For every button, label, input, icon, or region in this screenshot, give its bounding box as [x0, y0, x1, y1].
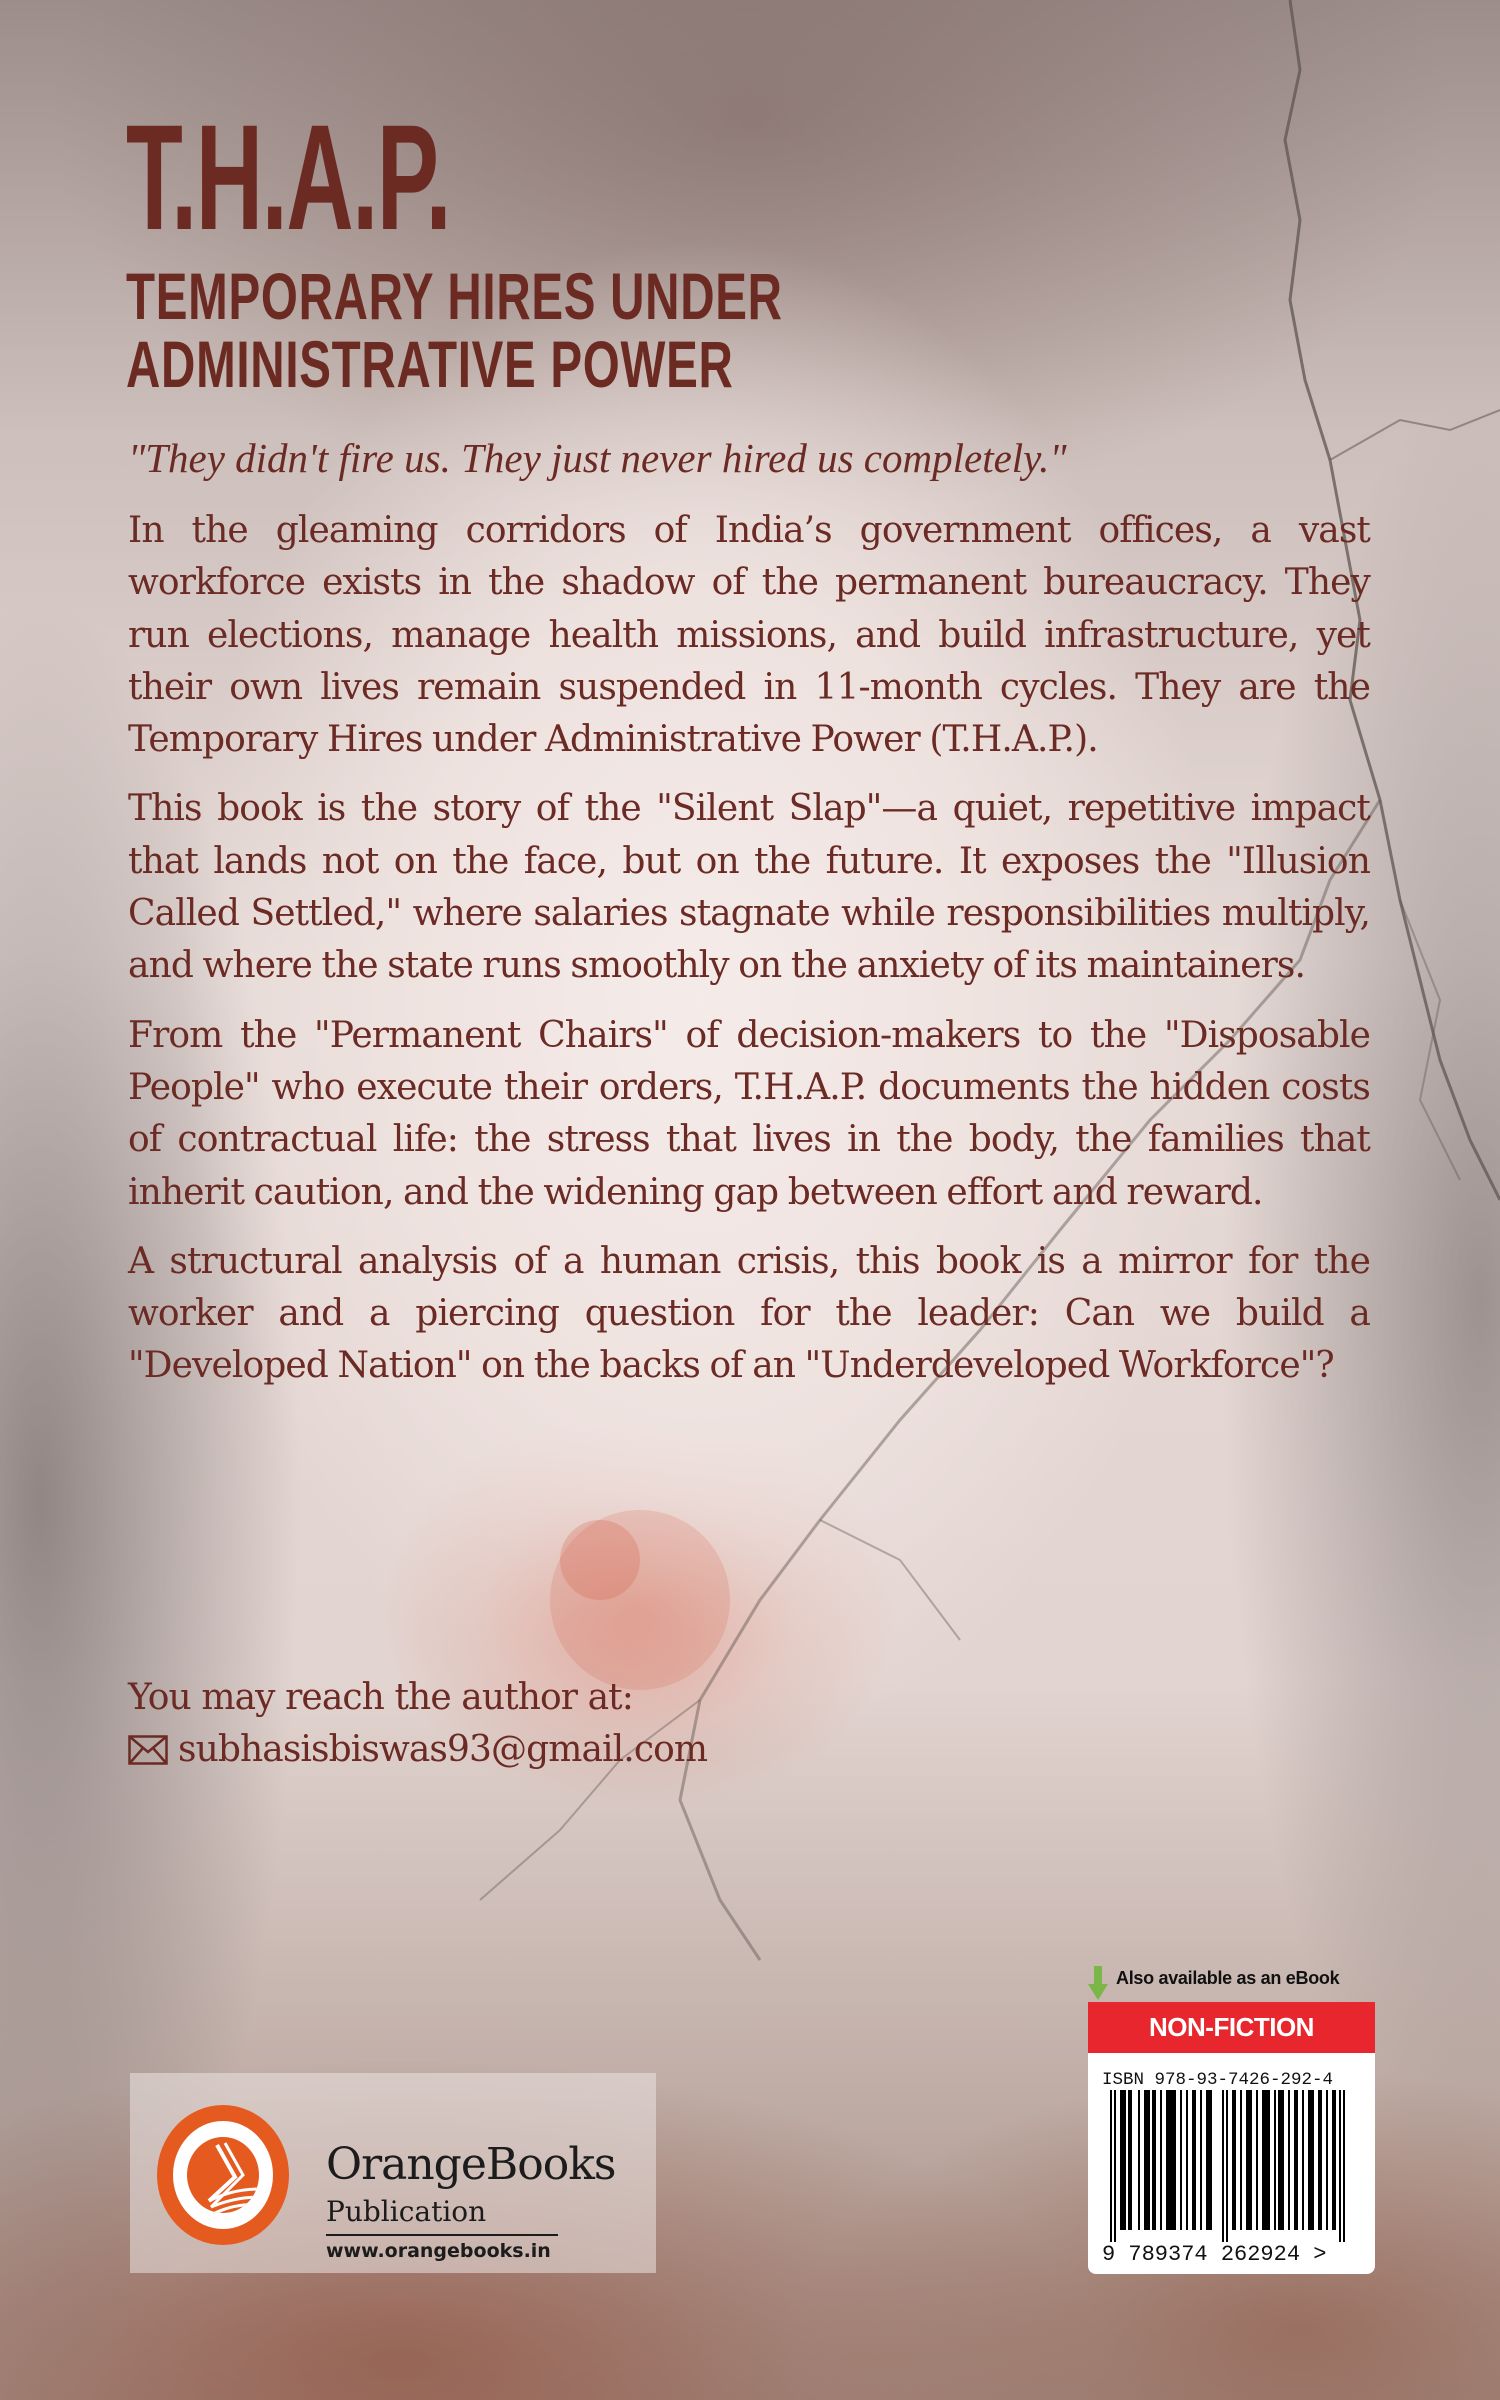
author-contact — [128, 1672, 707, 1776]
ebook-note-text: Also available as an eBook — [1116, 1968, 1340, 1988]
blurb — [128, 505, 1370, 1410]
book-title: T.H.A.P. — [126, 93, 451, 261]
subtitle-line-1: TEMPORARY HIRES UNDER — [126, 259, 783, 333]
divider — [326, 2234, 558, 2236]
publisher-name: OrangeBooks — [326, 2139, 616, 2190]
blurb-paragraph-1: In the gleaming corridors of India’s government offices, a vast workforce exists in the shadow of the permanent bureaucracy. They run elections, manage health missions, and build infrastructure, yet their own lives remain suspended in 11-month cycles. They are the Temporary Hires under Administrative Power (T.H.A.P.). — [128, 510, 1370, 761]
subtitle-line-2: ADMINISTRATIVE POWER — [126, 327, 734, 401]
down-arrow-icon — [1088, 1966, 1108, 2000]
publisher-subtitle: Publication — [326, 2195, 487, 2228]
email-row — [128, 1724, 707, 1776]
ean-digits: 9 789374 262924 > — [1102, 2242, 1327, 2267]
blurb-paragraph-2: This book is the story of the "Silent Slap"—a quiet, repetitive impact that lands not on the face, but on the future. It exposes the "Illusion Called Settled," where salaries stagnate while responsibilities multiply, and where the state runs smoothly on the anxiety of its maintainers. — [128, 788, 1370, 987]
genre-label: NON-FICTION — [1088, 2002, 1375, 2053]
blurb-paragraph-3: From the "Permanent Chairs" of decision-makers to the "Disposable People" who execute their orders, T.H.A.P. documents the hidden costs of contractual life: the stress that lives in the body, the families that inherit caution, and the widening gap between effort and reward. — [128, 1014, 1370, 1213]
ebook-availability-note — [1088, 1966, 1339, 2000]
tagline-quote: "They didn't fire us. They just never hired us completely." — [128, 435, 1067, 481]
blurb-paragraph-4: A structural analysis of a human crisis, this book is a mirror for the worker and a piercing question for the leader: Can we build a "Developed Nation" on the backs of an "Underdeveloped Workforce"? — [128, 1240, 1370, 1387]
isbn-label: ISBN 978-93-7426-292-4 — [1102, 2070, 1334, 2090]
publisher-logo — [130, 2073, 656, 2273]
contact-label: You may reach the author at: — [128, 1677, 633, 1718]
envelope-icon — [128, 1735, 168, 1765]
publisher-website[interactable]: www.orangebooks.in — [326, 2240, 551, 2262]
orangebooks-logo-icon — [157, 2105, 289, 2245]
isbn-barcode-panel — [1088, 2002, 1375, 2274]
author-email[interactable]: subhasisbiswas93@gmail.com — [178, 1729, 708, 1770]
open-book-icon — [187, 2137, 259, 2213]
barcode-icon — [1110, 2090, 1345, 2242]
book-subtitle — [126, 259, 783, 401]
